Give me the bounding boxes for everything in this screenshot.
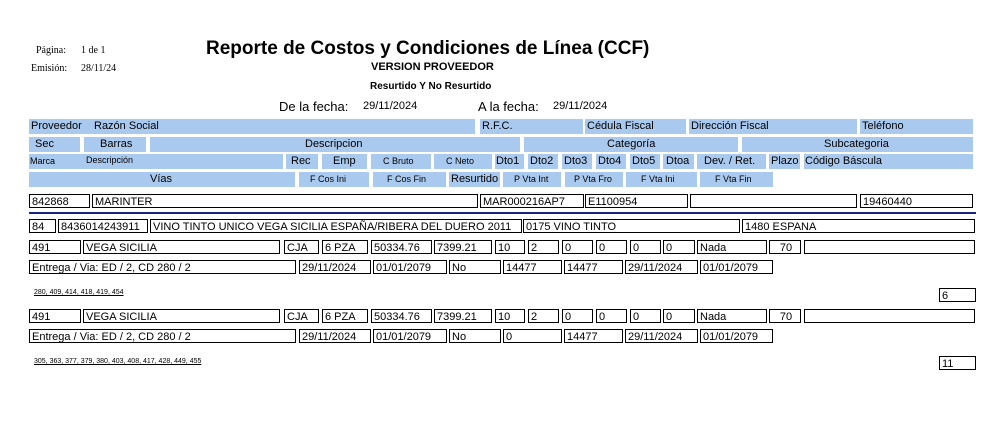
col-razon-social: Razón Social <box>94 120 159 132</box>
col-marca: Marca <box>30 156 56 166</box>
cond-resurtido: No <box>449 260 501 274</box>
cond-dto4: 0 <box>596 309 627 323</box>
section-divider <box>29 212 976 214</box>
cond-p-vta-fro: 14477 <box>564 329 623 343</box>
col-p-vta-int: P Vta Int <box>514 174 549 184</box>
cond-emp: 6 PZA <box>322 240 368 254</box>
col-cedula: Cédula Fiscal <box>587 120 654 132</box>
cond-dev: Nada <box>697 240 767 254</box>
store-count: 11 <box>939 356 976 370</box>
from-date-label: De la fecha: <box>279 99 349 114</box>
cond-f-cos-fin: 01/01/2079 <box>373 329 447 343</box>
cond-dto1: 10 <box>495 309 525 323</box>
emission-label: Emisión: <box>31 63 68 74</box>
to-date-label: A la fecha: <box>478 99 539 114</box>
cond-dto2: 2 <box>528 240 559 254</box>
product-barcode: 8436014243911 <box>58 219 148 233</box>
store-list: 305, 363, 377, 379, 380, 403, 408, 417, 428, 449, 455 <box>34 358 202 365</box>
col-resurtido: Resurtido <box>451 173 499 185</box>
cond-plazo: 70 <box>769 309 801 323</box>
col-dto1: Dto1 <box>496 155 520 167</box>
cond-via: Entrega / Via: ED / 2, CD 280 / 2 <box>29 329 296 343</box>
cond-f-vta-ini: 29/11/2024 <box>625 260 698 274</box>
cond-f-cos-ini: 29/11/2024 <box>299 329 371 343</box>
col-codigo-bascula: Código Báscula <box>805 155 883 167</box>
col-c-bruto: C Bruto <box>383 156 414 166</box>
cond-dtoa: 0 <box>663 309 695 323</box>
col-dtoa: Dtoa <box>666 155 690 167</box>
cond-dto5: 0 <box>630 309 661 323</box>
cond-desc: VEGA SICILIA <box>83 309 280 323</box>
page-value: 1 de 1 <box>81 45 106 56</box>
product-category: 0175 VINO TINTO <box>523 219 740 233</box>
store-count: 6 <box>939 288 976 302</box>
cond-bascula <box>804 309 975 323</box>
cond-dto2: 2 <box>528 309 559 323</box>
header-band <box>29 154 283 169</box>
col-f-cos-fin: F Cos Fin <box>387 174 427 184</box>
cond-dto4: 0 <box>596 240 627 254</box>
col-descripcion: Descripcion <box>305 138 363 150</box>
col-dto5: Dto5 <box>632 155 656 167</box>
cond-c-bruto: 50334.76 <box>371 309 432 323</box>
cond-rec: CJA <box>284 309 319 323</box>
col-telefono: Teléfono <box>862 120 904 132</box>
col-direccion: Dirección Fiscal <box>691 120 769 132</box>
cond-p-vta-int: 14477 <box>503 260 562 274</box>
col-p-vta-fro: P Vta Fro <box>574 174 612 184</box>
col-c-neto: C Neto <box>446 156 475 166</box>
cond-via: Entrega / Via: ED / 2, CD 280 / 2 <box>29 260 296 274</box>
col-proveedor: Proveedor <box>31 120 82 132</box>
cond-dtoa: 0 <box>663 240 695 254</box>
supplier-cedula: E1100954 <box>585 194 688 208</box>
supplier-phone: 19460440 <box>860 194 973 208</box>
report-filter: Resurtido Y No Resurtido <box>370 81 492 92</box>
cond-dto3: 0 <box>562 240 593 254</box>
emission-value: 28/11/24 <box>81 63 117 74</box>
cond-c-bruto: 50334.76 <box>371 240 432 254</box>
col-barras: Barras <box>100 138 133 150</box>
cond-marca: 491 <box>29 240 81 254</box>
col-dto3: Dto3 <box>564 155 588 167</box>
col-rfc: R.F.C. <box>482 120 513 132</box>
cond-p-vta-fro: 14477 <box>564 260 623 274</box>
col-f-vta-fin: F Vta Fin <box>715 174 752 184</box>
cond-dev: Nada <box>697 309 767 323</box>
cond-f-vta-ini: 29/11/2024 <box>625 329 698 343</box>
supplier-name: MARINTER <box>92 194 478 208</box>
cond-c-neto: 7399.21 <box>434 309 492 323</box>
cond-p-vta-int: 0 <box>503 329 562 343</box>
col-emp: Emp <box>333 155 356 167</box>
product-subcategory: 1480 ESPANA <box>742 219 975 233</box>
cond-marca: 491 <box>29 309 81 323</box>
cond-f-cos-ini: 29/11/2024 <box>299 260 371 274</box>
cond-c-neto: 7399.21 <box>434 240 492 254</box>
col-vias: Vías <box>150 173 173 185</box>
store-list: 280, 409, 414, 418, 419, 454 <box>34 289 124 296</box>
cond-rec: CJA <box>284 240 319 254</box>
col-descripcion-marca: Descripción <box>86 155 134 165</box>
supplier-rfc: MAR000216AP7 <box>480 194 584 208</box>
cond-f-vta-fin: 01/01/2079 <box>700 329 773 343</box>
cond-desc: VEGA SICILIA <box>83 240 280 254</box>
col-rec: Rec <box>291 155 311 167</box>
cond-emp: 6 PZA <box>322 309 368 323</box>
product-description: VINO TINTO UNICO VEGA SICILIA ESPAÑA/RIBERA DEL DUERO 2011 <box>150 219 522 233</box>
col-f-vta-ini: F Vta Ini <box>641 174 675 184</box>
col-dto4: Dto4 <box>598 155 622 167</box>
to-date-value: 29/11/2024 <box>553 100 608 112</box>
supplier-address <box>690 194 857 208</box>
col-plazo: Plazo <box>771 155 799 167</box>
from-date-value: 29/11/2024 <box>363 100 418 112</box>
cond-dto1: 10 <box>495 240 525 254</box>
supplier-id: 842868 <box>29 194 90 208</box>
cond-plazo: 70 <box>769 240 801 254</box>
report-version: VERSION PROVEEDOR <box>371 61 494 73</box>
col-dev-ret: Dev. / Ret. <box>704 155 756 167</box>
page-label: Página: <box>36 45 66 56</box>
col-subcategoria: Subcategoria <box>824 138 889 150</box>
col-f-cos-ini: F Cos Ini <box>310 174 347 184</box>
cond-dto3: 0 <box>562 309 593 323</box>
cond-dto5: 0 <box>630 240 661 254</box>
cond-f-vta-fin: 01/01/2079 <box>700 260 773 274</box>
cond-bascula <box>804 240 975 254</box>
report-title: Reporte de Costos y Condiciones de Línea (CCF) <box>206 38 650 59</box>
col-sec: Sec <box>35 138 54 150</box>
cond-f-cos-fin: 01/01/2079 <box>373 260 447 274</box>
cond-resurtido: No <box>449 329 501 343</box>
product-sec: 84 <box>29 219 56 233</box>
col-categoria: Categoría <box>607 138 656 150</box>
col-dto2: Dto2 <box>530 155 554 167</box>
